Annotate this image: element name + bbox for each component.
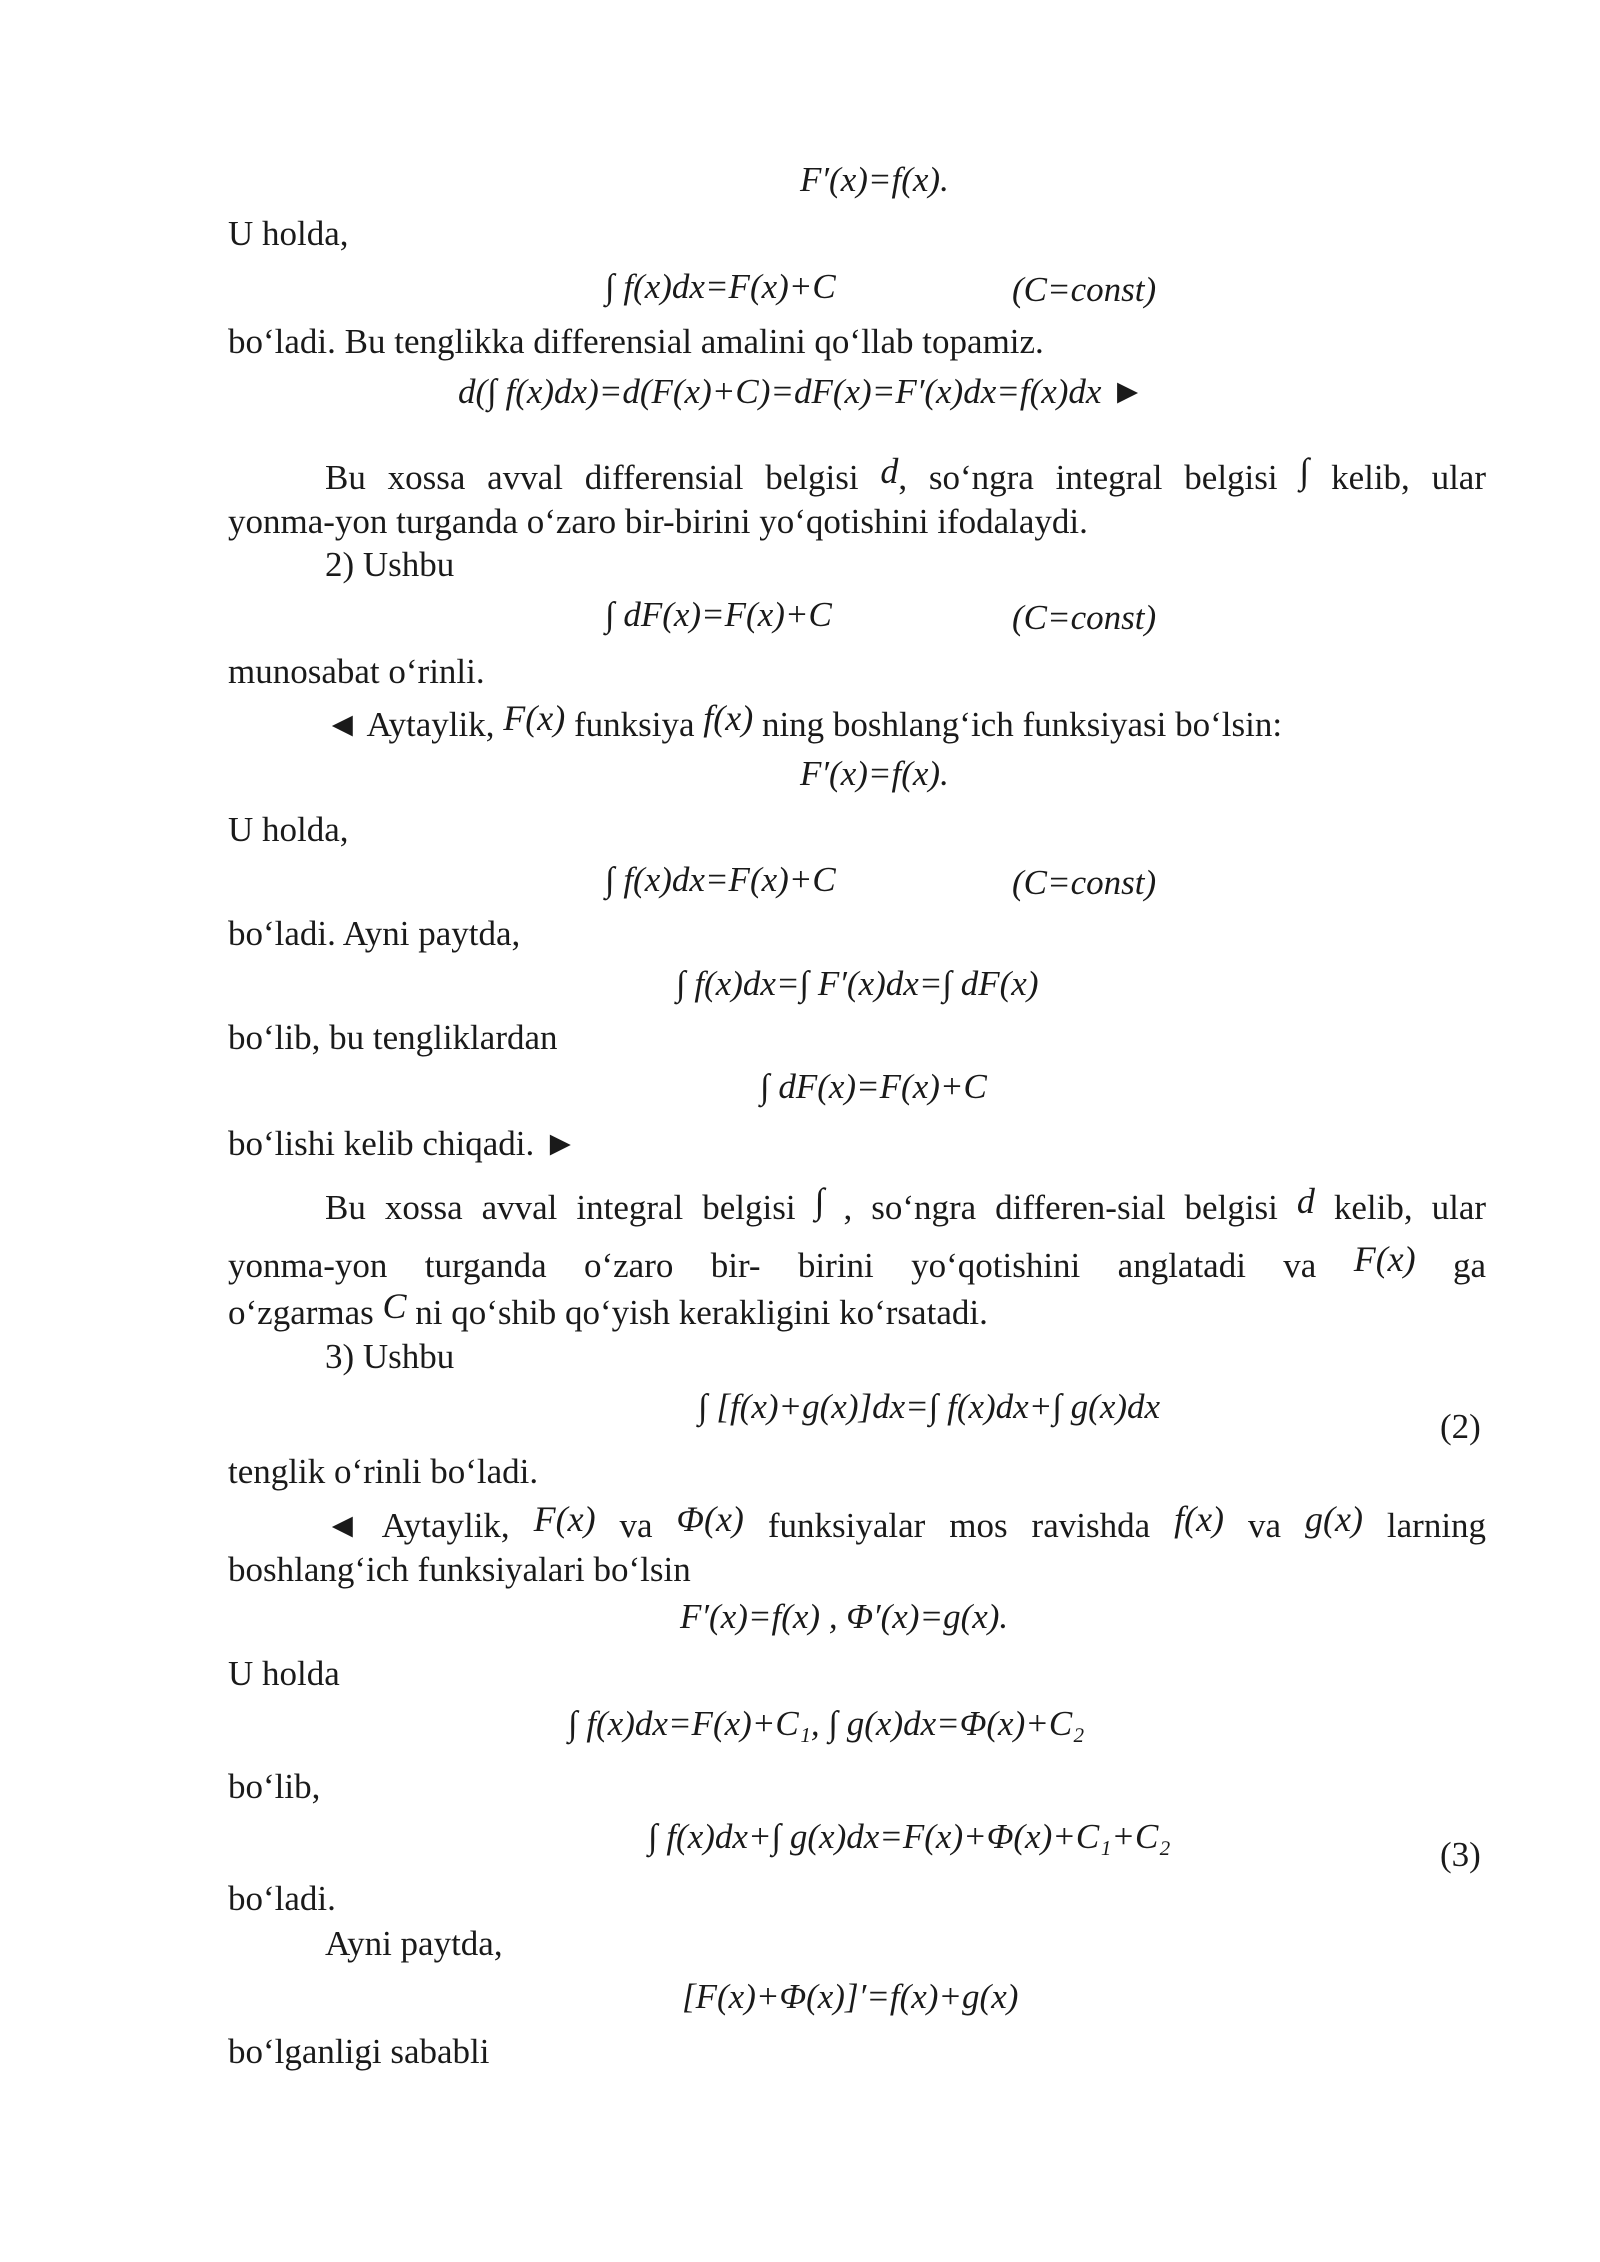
- integral-symbol: ∫: [1299, 451, 1310, 491]
- text-line: bo‘lishi kelib chiqadi. ►: [228, 1124, 578, 1163]
- equation-line: [F(x)+Φ(x)]′=f(x)+g(x): [682, 1977, 1019, 2016]
- differential-symbol: d: [880, 451, 899, 491]
- math-inline: C: [382, 1286, 407, 1326]
- equation-condition: (C=const): [1012, 863, 1157, 902]
- text-span: va: [1283, 1246, 1317, 1285]
- paragraph-line: [325, 1181, 1487, 1230]
- equation-line: F′(x)=f(x).: [800, 160, 949, 199]
- text-span: Bu xossa avval integral belgisi: [325, 1188, 796, 1227]
- math-inline: f(x): [1174, 1499, 1225, 1539]
- equation-condition: (C=const): [1012, 598, 1157, 637]
- text-line: bo‘ladi. Ayni paytda,: [228, 914, 521, 953]
- text-line: yonma-yon turganda o‘zaro bir-birini yo‘qotishini ifodalaydi.: [228, 502, 1088, 541]
- text-span: bir-: [710, 1246, 761, 1285]
- equation-line: ∫ f(x)dx+∫ g(x)dx=F(x)+Φ(x)+C₁+C₂: [648, 1817, 1171, 1856]
- equation-line: ∫ f(x)dx=F(x)+C: [605, 860, 836, 899]
- text-span: o‘zaro: [583, 1246, 674, 1285]
- paragraph-line: [325, 451, 1487, 500]
- text-span: larning: [1386, 1506, 1487, 1545]
- text-line: U holda,: [228, 810, 349, 849]
- equation-number: (2): [1440, 1407, 1481, 1446]
- math-inline: F(x): [533, 1499, 596, 1539]
- math-inline: f(x): [703, 698, 754, 738]
- text-span: birini: [797, 1246, 874, 1285]
- text-line: bo‘ladi. Bu tenglikka differensial amalini qo‘llab topamiz.: [228, 322, 1044, 361]
- text-line: bo‘lib, bu tengliklardan: [228, 1018, 558, 1057]
- text-span: anglatadi: [1117, 1246, 1246, 1285]
- text-line: U holda,: [228, 214, 349, 253]
- equation-line: ∫ f(x)dx=F(x)+C₁, ∫ g(x)dx=Φ(x)+C₂: [568, 1704, 1085, 1743]
- text-span: va: [1248, 1506, 1282, 1545]
- text-line: U holda: [228, 1654, 340, 1693]
- text-span: yonma-yon: [228, 1246, 388, 1285]
- differential-symbol: d: [1296, 1181, 1315, 1221]
- paragraph-line: [325, 698, 1283, 747]
- text-span: ◄ Aytaylik,: [325, 1506, 510, 1545]
- text-line: Ayni paytda,: [325, 1924, 503, 1963]
- text-line: munosabat o‘rinli.: [228, 652, 485, 691]
- text-span: , so‘ngra integral belgisi: [898, 458, 1278, 497]
- paragraph-line: [228, 1286, 988, 1335]
- equation-line: F′(x)=f(x).: [800, 754, 949, 793]
- math-inline: F(x): [503, 698, 566, 738]
- integral-symbol: ∫: [814, 1181, 825, 1221]
- text-span: kelib, ular: [1333, 1188, 1487, 1227]
- text-line: bo‘ladi.: [228, 1879, 336, 1918]
- equation-condition: (C=const): [1012, 270, 1157, 309]
- text-line: bo‘lib,: [228, 1767, 321, 1806]
- text-span: Bu xossa avval differensial belgisi: [325, 458, 859, 497]
- text-span: ni qo‘shib qo‘yish kerakligini ko‘rsatadi.: [415, 1293, 988, 1332]
- text-span: ga: [1453, 1246, 1487, 1285]
- text-span: , so‘ngra differen-sial belgisi: [843, 1188, 1278, 1227]
- equation-line: ∫ f(x)dx=F(x)+C: [605, 267, 836, 306]
- equation-line: ∫ f(x)dx=∫ F′(x)dx=∫ dF(x): [676, 964, 1039, 1003]
- text-span: funksiya: [573, 705, 695, 744]
- text-line: tenglik o‘rinli bo‘ladi.: [228, 1452, 539, 1491]
- text-span: funksiyalar mos ravishda: [767, 1506, 1151, 1545]
- text-span: o‘zgarmas: [228, 1293, 374, 1332]
- text-line: 3) Ushbu: [325, 1337, 455, 1376]
- equation-number: (3): [1440, 1835, 1481, 1874]
- equation-line: F′(x)=f(x) , Φ′(x)=g(x).: [680, 1597, 1009, 1636]
- text-span: ◄ Aytaylik,: [325, 705, 495, 744]
- paragraph-line: [325, 1499, 1487, 1548]
- math-inline: g(x): [1305, 1499, 1363, 1539]
- equation-line: ∫ dF(x)=F(x)+C: [605, 595, 832, 634]
- paragraph-line: [228, 1239, 1487, 1288]
- math-inline: Φ(x): [676, 1499, 744, 1539]
- text-line: boshlang‘ich funksiyalari bo‘lsin: [228, 1550, 691, 1589]
- text-span: kelib, ular: [1331, 458, 1487, 497]
- math-inline: F(x): [1353, 1239, 1416, 1279]
- equation-line: d(∫ f(x)dx)=d(F(x)+C)=dF(x)=F′(x)dx=f(x)dx ►: [458, 372, 1145, 411]
- equation-line: ∫ [f(x)+g(x)]dx=∫ f(x)dx+∫ g(x)dx: [698, 1387, 1161, 1426]
- equation-line: ∫ dF(x)=F(x)+C: [760, 1067, 987, 1106]
- text-span: yo‘qotishini: [911, 1246, 1081, 1285]
- text-span: turganda: [424, 1246, 547, 1285]
- text-line: 2) Ushbu: [325, 545, 455, 584]
- text-line: bo‘lganligi sababli: [228, 2032, 490, 2071]
- text-span: ning boshlang‘ich funksiyasi bo‘lsin:: [761, 705, 1283, 744]
- text-span: va: [619, 1506, 653, 1545]
